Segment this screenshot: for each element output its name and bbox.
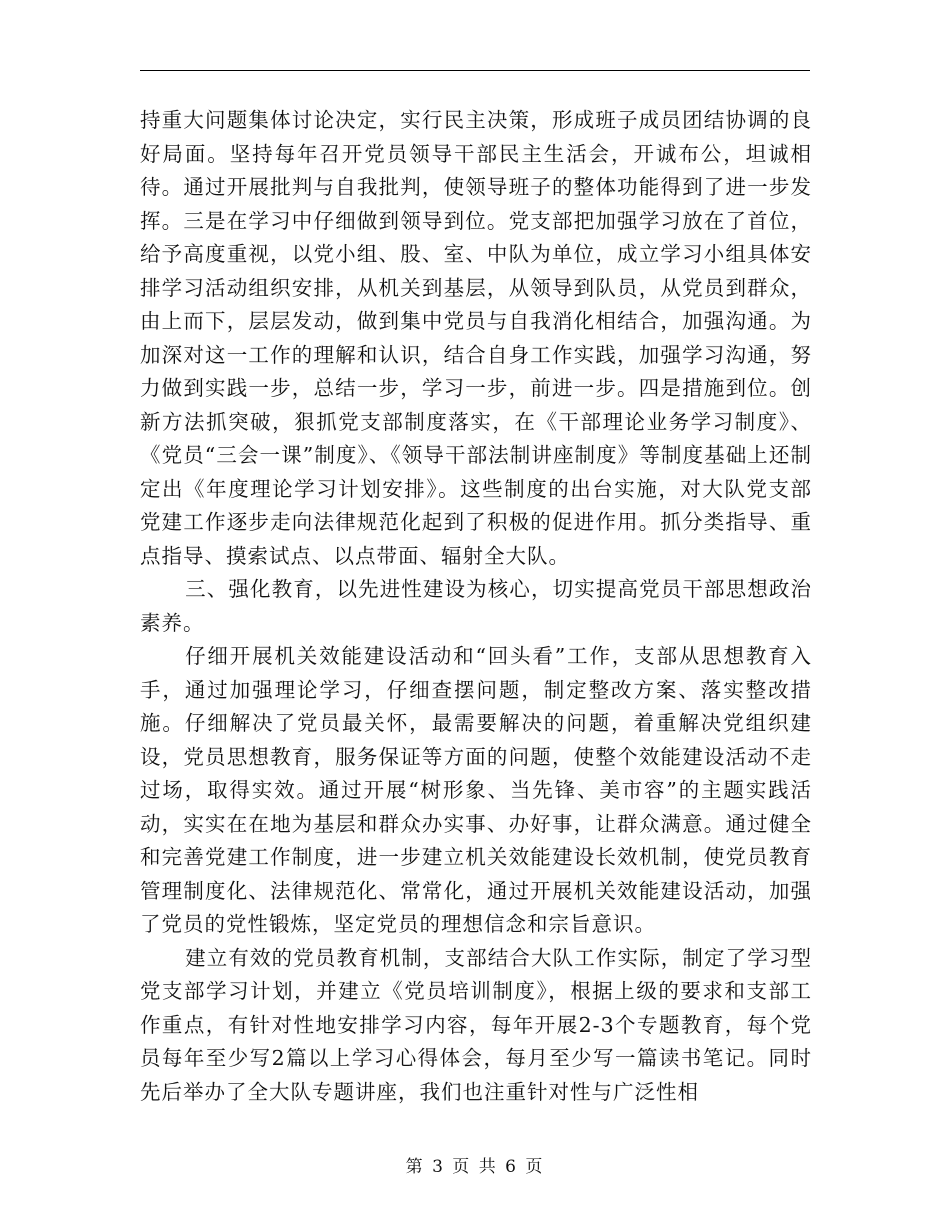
paragraph-efficiency: 仔细开展机关效能建设活动和“回头看”工作，支部从思想教育入手，通过加强理论学习，仔细查摆问题，制定整改方案、落实整改措施。仔细解决了党员最关怀，最需要解决的问题，着重解决党组织建设，党员思想教育，服务保证等方面的问题，使整个效能建设活动不走过场，取得实效。通过开展“树形象、当先锋、美市容”的主题实践活动，实实在在地为基层和群众办实事、办好事，让群众满意。通过健全和完善党建工作制度，进一步建立机关效能建设长效机制，使党员教育管理制度化、法律规范化、常常化，通过开展机关效能建设活动，加强了党员的党性锻炼，坚定党员的理想信念和宗旨意识。 [140, 644, 812, 936]
header-rule [140, 70, 810, 71]
document-body [140, 104, 812, 1109]
section-heading-three: 三、强化教育，以先进性建设为核心，切实提高党员干部思想政治素养。 [140, 577, 812, 635]
page-number-footer: 第 3 页 共 6 页 [405, 1157, 545, 1177]
paragraph-education-mechanism: 建立有效的党员教育机制，支部结合大队工作实际，制定了学习型党支部学习计划，并建立《党员培训制度》，根据上级的要求和支部工作重点，有针对性地安排学习内容，每年开展2-3个专题教育，每个党员每年至少写2篇以上学习心得体会，每月至少写一篇读书笔记。同时先后举办了全大队专题讲座，我们也注重针对性与广泛性相 [140, 945, 812, 1104]
paragraph-continued: 持重大问题集体讨论决定，实行民主决策，形成班子成员团结协调的良好局面。坚持每年召开党员领导干部民主生活会，开诚布公，坦诚相待。通过开展批判与自我批判，使领导班子的整体功能得到了进一步发挥。三是在学习中仔细做到领导到位。党支部把加强学习放在了首位，给予高度重视，以党小组、股、室、中队为单位，成立学习小组具体安排学习活动组织安排，从机关到基层，从领导到队员，从党员到群众，由上而下，层层发动，做到集中党员与自我消化相结合，加强沟通。为加深对这一工作的理解和认识，结合自身工作实践，加强学习沟通，努力做到实践一步，总结一步，学习一步，前进一步。四是措施到位。创新方法抓突破，狠抓党支部制度落实，在《干部理论业务学习制度》、《党员“三会一课”制度》、《领导干部法制讲座制度》等制度基础上还制定出《年度理论学习计划安排》。这些制度的出台实施，对大队党支部党建工作逐步走向法律规范化起到了积极的促进作用。抓分类指导、重点指导、摸索试点、以点带面、辐射全大队。 [140, 108, 812, 568]
